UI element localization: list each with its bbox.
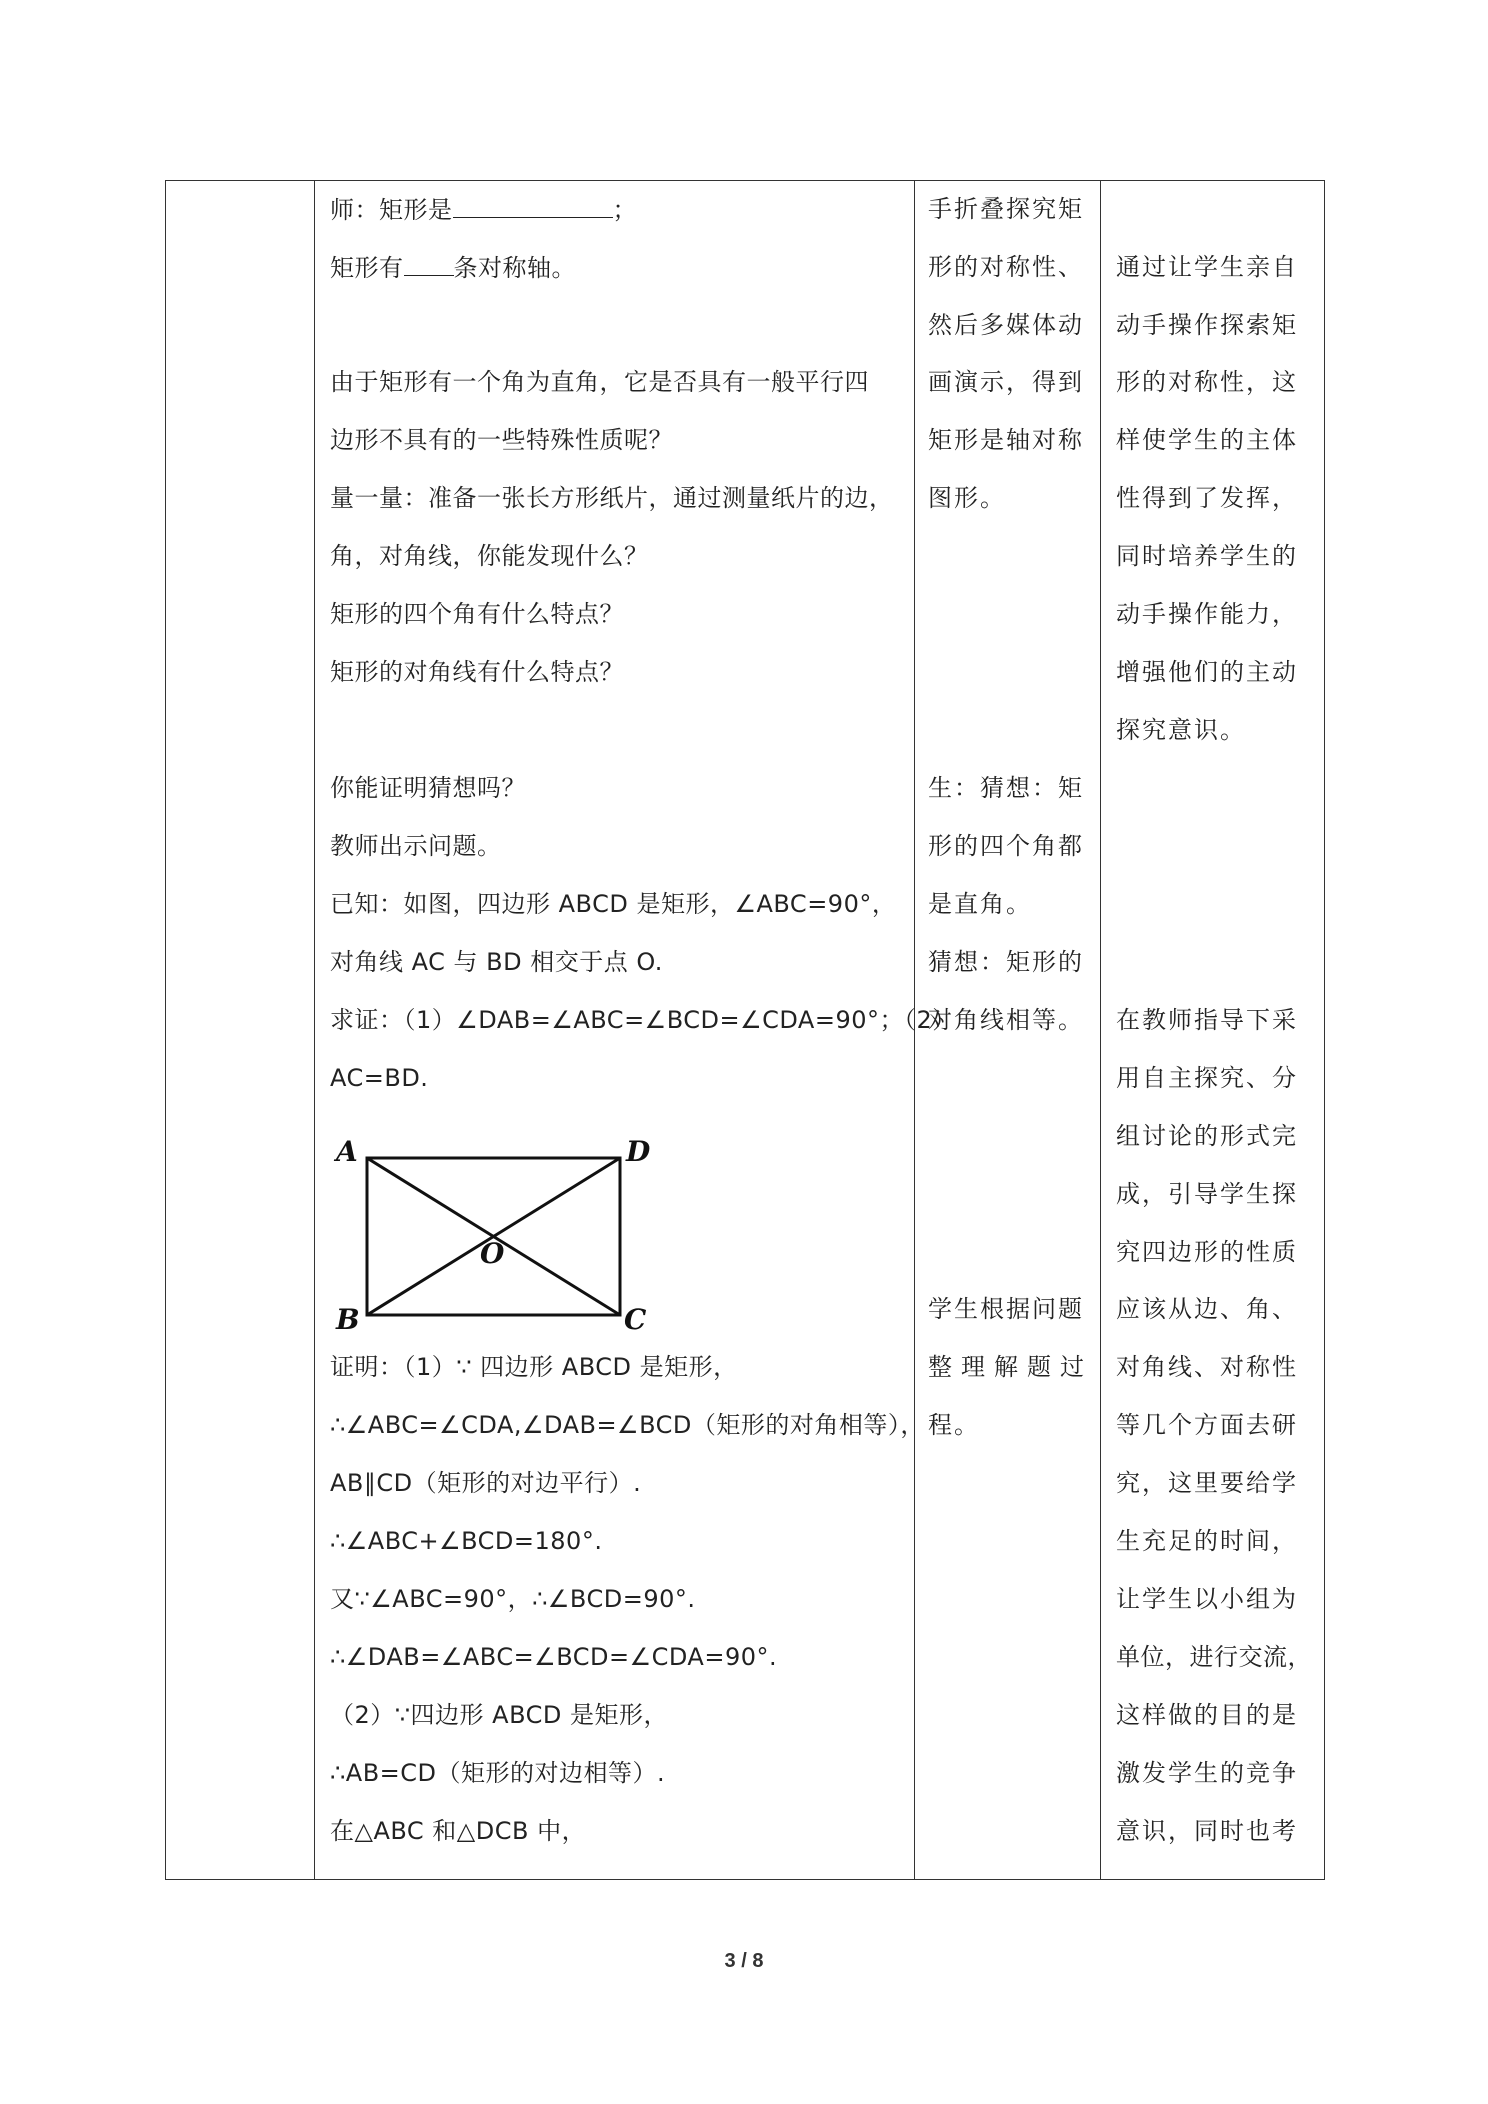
page-number: 3 / 8 [724,1950,764,1972]
text-line: 增强他们的主动 [1116,658,1298,686]
text-line: 图形。 [928,484,1006,512]
text-line: 动手操作探索矩 [1116,311,1298,339]
text-line: 等几个方面去研 [1116,1411,1298,1439]
text-line: 画演示，得到 [928,368,1084,396]
proof-line: AB∥CD（矩形的对边平行）. [330,1469,642,1497]
text-line: 生：猜想：矩 [928,774,1084,802]
text-line: 成，引导学生探 [1116,1180,1298,1208]
text-line: 边形不具有的一些特殊性质呢？ [330,426,673,454]
vertex-label-a: A [336,1135,358,1168]
text-line: 猜想：矩形的 [928,948,1084,976]
text-line: 形的对称性、 [928,253,1084,281]
text-line: 在教师指导下采 [1116,1006,1298,1034]
proof-line: ∴∠ABC+∠BCD=180°. [330,1527,603,1555]
text-line: 矩形的对角线有什么特点？ [330,658,624,686]
text-line: 究，这里要给学 [1116,1469,1298,1497]
text-line: 角，对角线，你能发现什么？ [330,542,649,570]
teaching-content-column [330,181,957,1879]
text-line: 这样做的目的是 [1116,1701,1298,1729]
axes-count-blank [404,253,454,276]
lesson-table [165,180,1325,1880]
proof-line: 在△ABC 和△DCB 中， [330,1817,587,1845]
center-label-o: O [480,1237,505,1270]
student-activity-column [928,181,1096,1879]
text-line: 组讨论的形式完 [1116,1122,1298,1150]
text-line: 你能证明猜想吗？ [330,774,526,802]
text-line: 由于矩形有一个角为直角，它是否具有一般平行四 [330,368,869,396]
text-line: 程。 [928,1411,980,1439]
text-line: 用自主探究、分 [1116,1064,1298,1092]
text-line: 通过让学生亲自 [1116,253,1298,281]
text-line: 生充足的时间， [1116,1527,1298,1555]
vertex-label-c: C [624,1303,647,1331]
design-intent-column [1116,181,1316,1879]
text-line: 动手操作能力， [1116,600,1298,628]
text-line: 形的对称性，这 [1116,368,1298,396]
text-line: 对角线 AC 与 BD 相交于点 O. [330,948,663,976]
text-line: 形的四个角都 [928,832,1084,860]
definition-blank [453,195,613,218]
text-line: 让学生以小组为 [1116,1585,1298,1613]
column-divider-3 [1100,181,1101,1879]
question-line-definition: 师：矩形是 ； [330,196,637,224]
column-divider-1 [314,181,315,1879]
vertex-label-d: D [626,1135,651,1168]
vertex-label-b: B [336,1303,360,1331]
proof-line: ∴∠ABC=∠CDA,∠DAB=∠BCD（矩形的对角相等）， [330,1411,925,1439]
text-line: 意识，同时也考 [1116,1817,1298,1845]
text-line: 激发学生的竞争 [1116,1759,1298,1787]
question-line-axes: 矩形有 条对称轴。 [330,254,576,282]
text-line: 样使学生的主体 [1116,426,1298,454]
text-line: 对角线相等。 [928,1006,1084,1034]
text-line: 整理解题过 [928,1353,1093,1381]
text-line: 同时培养学生的 [1116,542,1298,570]
proof-line: 又∵∠ABC=90°，∴∠BCD=90°. [330,1585,696,1613]
text-line: 单位，进行交流， [1116,1643,1312,1671]
text-line: 求证：（1）∠DAB=∠ABC=∠BCD=∠CDA=90°；（2） [330,1006,957,1034]
proof-line: （2）∵四边形 ABCD 是矩形， [330,1701,668,1729]
text-line: 学生根据问题 [928,1295,1084,1323]
text-line: 应该从边、角、 [1116,1295,1298,1323]
text-line: 性得到了发挥， [1116,484,1298,512]
text-line: 教师出示问题。 [330,832,502,860]
text-line: 探究意识。 [1116,716,1246,744]
text-line: 对角线、对称性 [1116,1353,1298,1381]
proof-line: 证明：（1）∵ 四边形 ABCD 是矩形， [330,1353,738,1381]
proof-line: ∴∠DAB=∠ABC=∠BCD=∠CDA=90°. [330,1643,778,1671]
text-line: AC=BD. [330,1064,429,1092]
text-line: 矩形是轴对称 [928,426,1084,454]
rectangle-diagram [330,1131,690,1331]
text-line: 然后多媒体动 [928,311,1084,339]
text-line: 已知：如图，四边形 ABCD 是矩形，∠ABC=90°， [330,890,897,918]
text-line: 矩形的四个角有什么特点？ [330,600,624,628]
text-line: 手折叠探究矩 [928,195,1084,223]
text-line: 究四边形的性质 [1116,1238,1298,1266]
stage-column [166,181,314,1879]
text-line: 是直角。 [928,890,1032,918]
proof-line: ∴AB=CD（矩形的对边相等）. [330,1759,666,1787]
text-line: 量一量：准备一张长方形纸片，通过测量纸片的边， [330,484,894,512]
